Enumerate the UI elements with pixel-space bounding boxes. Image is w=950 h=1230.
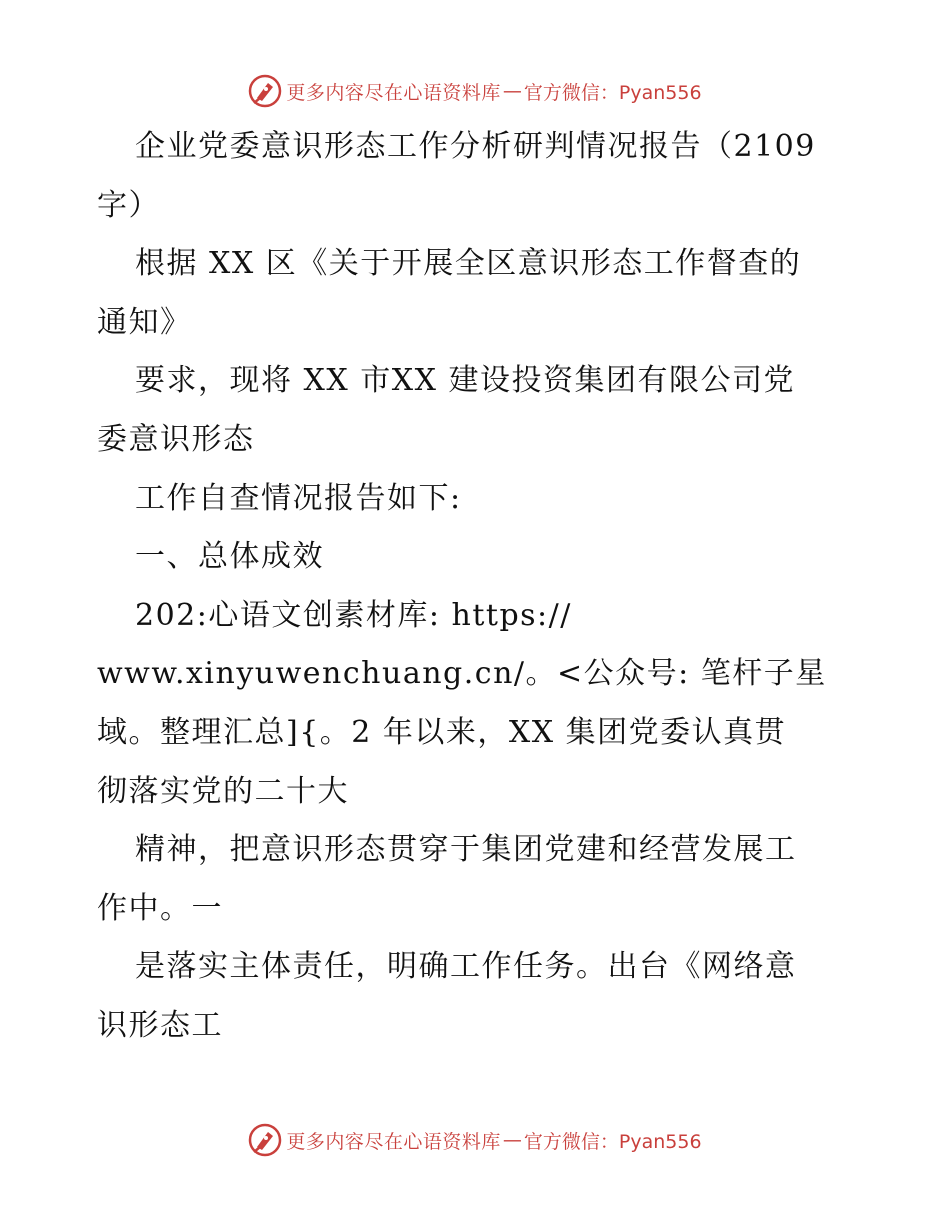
paragraph-first-line: 要求，现将 XX 市XX 建设投资集团有限公司党	[135, 363, 796, 399]
paragraph	[97, 587, 897, 646]
pen-nib-icon	[248, 1123, 282, 1157]
paragraph	[97, 470, 897, 529]
paragraph	[97, 821, 897, 938]
watermark-header	[0, 71, 950, 111]
paragraph-first-line: 精神，把意识形态贯穿于集团党建和经营发展工	[135, 832, 797, 868]
pen-nib-icon	[248, 74, 282, 108]
paragraph-continuation: 作中。一	[97, 890, 223, 926]
paragraph	[97, 938, 897, 1055]
watermark-title: 更多内容尽在心语资料库	[286, 81, 501, 104]
paragraph-first-line: 企业党委意识形态工作分析研判情况报告（2109	[135, 129, 816, 164]
paragraph	[97, 645, 897, 821]
paragraph-line: 彻落实党的二十大	[97, 773, 349, 809]
paragraph-continuation: 委意识形态	[97, 421, 255, 457]
section-heading	[97, 528, 897, 587]
paragraph-line: www.xinyuwenchuang.cn/。<公众号: 笔杆子星	[97, 656, 827, 692]
paragraph-first-line: 202:心语文创素材库: https://	[135, 597, 572, 633]
paragraph-first-line: 是落实主体责任，明确工作任务。出台《网络意	[135, 949, 797, 985]
paragraph-continuation: 识形态工	[97, 1007, 223, 1043]
watermark-title: 更多内容尽在心语资料库	[286, 1130, 501, 1153]
paragraph-first-line: 工作自查情况报告如下:	[135, 480, 462, 516]
watermark-dash: —	[502, 80, 522, 102]
paragraph-line: 域。整理汇总]{。2 年以来，XX 集团党委认真贯	[97, 714, 787, 750]
document-body	[97, 118, 897, 1056]
watermark-wechat: 官方微信：Pyan556	[523, 81, 702, 104]
paragraph	[97, 235, 897, 352]
paragraph-first-line: 根据 XX 区《关于开展全区意识形态工作督查的	[135, 246, 802, 282]
watermark-dash: —	[502, 1129, 522, 1151]
paragraph	[97, 352, 897, 469]
paragraph-title	[97, 118, 897, 235]
paragraph-first-line: 一、总体成效	[135, 539, 324, 575]
paragraph-continuation: 字）	[97, 187, 160, 223]
watermark-wechat: 官方微信：Pyan556	[523, 1130, 702, 1153]
watermark-footer	[0, 1120, 950, 1160]
paragraph-continuation: 通知》	[97, 304, 192, 340]
